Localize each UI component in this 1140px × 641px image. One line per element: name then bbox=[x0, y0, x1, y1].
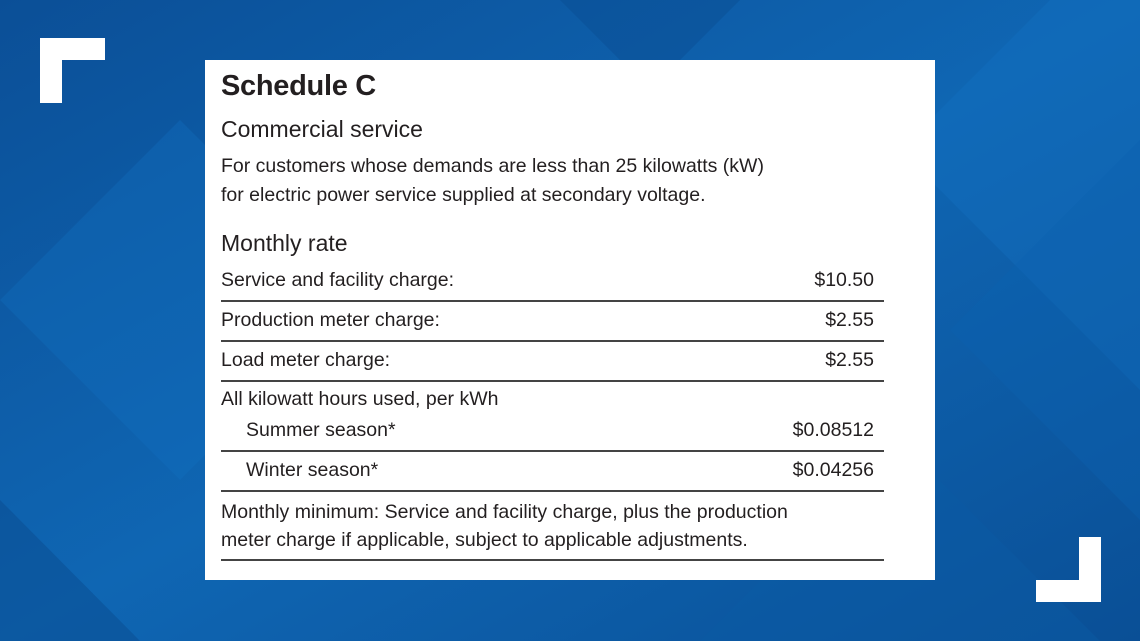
minimum-line: Monthly minimum: Service and facility charge, plus the production bbox=[221, 501, 788, 523]
table-row bbox=[221, 342, 884, 382]
table-row bbox=[221, 302, 884, 342]
row-label: Summer season* bbox=[246, 419, 396, 441]
corner-bracket-bottom-right-vertical bbox=[1079, 537, 1101, 602]
table-row-kwh-winter bbox=[221, 452, 884, 492]
minimum-line: meter charge if applicable, subject to applicable adjustments. bbox=[221, 529, 748, 551]
schedule-title: Schedule C bbox=[221, 70, 376, 102]
table-row-monthly-minimum bbox=[221, 492, 884, 561]
rate-table bbox=[221, 262, 884, 561]
corner-bracket-top-left-vertical bbox=[40, 38, 62, 103]
row-label: Production meter charge: bbox=[221, 309, 440, 331]
rate-schedule-card bbox=[205, 60, 935, 580]
monthly-minimum-text bbox=[221, 498, 788, 554]
kwh-group-label: All kilowatt hours used, per kWh bbox=[221, 388, 499, 410]
row-value: $2.55 bbox=[825, 349, 874, 371]
table-row bbox=[221, 262, 884, 302]
description-line: for electric power service supplied at secondary voltage. bbox=[221, 184, 706, 206]
schedule-subtitle: Commercial service bbox=[221, 116, 423, 142]
row-value: $10.50 bbox=[814, 269, 874, 291]
row-label: Winter season* bbox=[246, 459, 379, 481]
row-value: $0.08512 bbox=[792, 419, 874, 441]
row-label: Load meter charge: bbox=[221, 349, 391, 371]
schedule-description bbox=[221, 152, 764, 210]
row-value: $2.55 bbox=[825, 309, 874, 331]
row-label: Service and facility charge: bbox=[221, 269, 455, 291]
row-value: $0.04256 bbox=[792, 459, 874, 481]
table-row-kwh-summer bbox=[221, 382, 884, 452]
section-title-monthly-rate: Monthly rate bbox=[221, 230, 348, 256]
description-line: For customers whose demands are less than 25 kilowatts (kW) bbox=[221, 155, 764, 177]
